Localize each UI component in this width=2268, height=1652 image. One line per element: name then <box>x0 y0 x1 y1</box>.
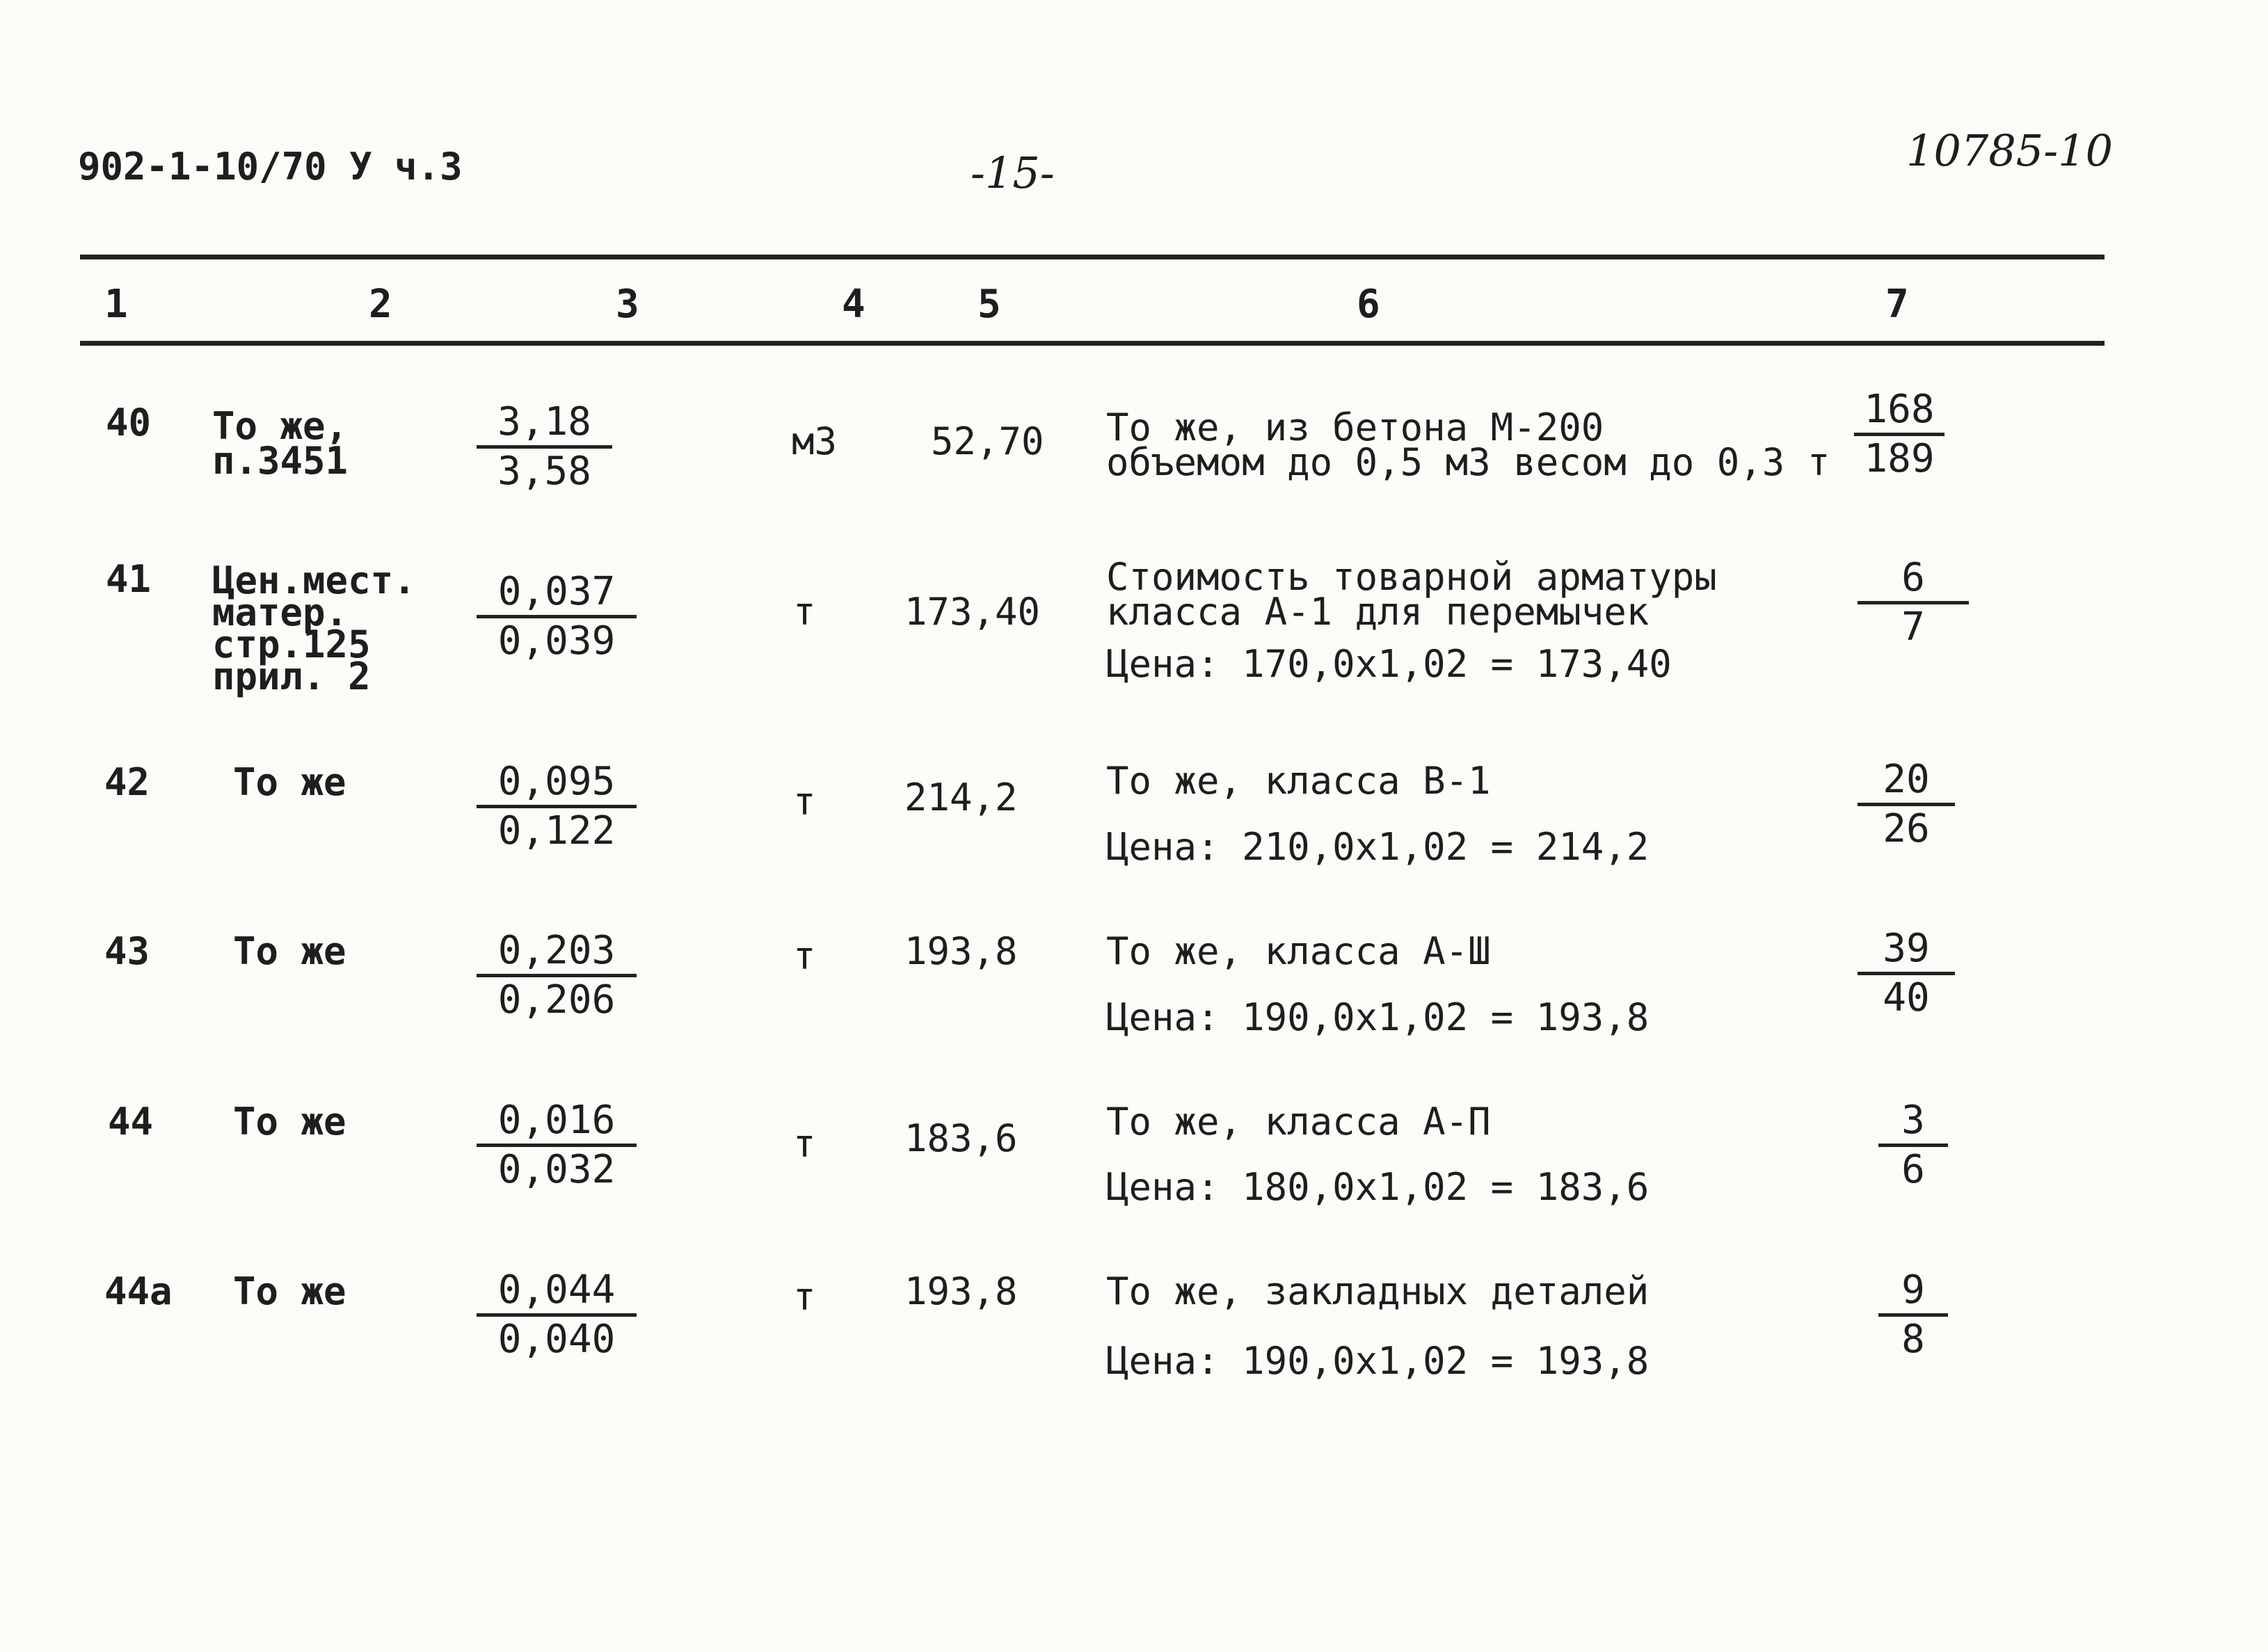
row-description <box>1106 929 1491 973</box>
row-price-calculation: Цена: 170,0х1,02 = 173,40 <box>1106 642 1672 686</box>
quantity-bottom: 0,039 <box>497 618 616 664</box>
quantity-bottom: 0,040 <box>497 1317 616 1362</box>
column-number-1: 1 <box>104 282 128 327</box>
row-description-line: объемом до 0,5 м3 весом до 0,3 т <box>1106 440 1830 484</box>
row-description <box>1106 406 1830 484</box>
row-total-fraction <box>1878 1100 1948 1193</box>
total-top: 20 <box>1858 760 1955 806</box>
row-quantity-fraction <box>477 759 637 854</box>
row-description <box>1106 1100 1491 1144</box>
quantity-top: 0,095 <box>477 762 637 808</box>
row-number: 41 <box>106 557 152 601</box>
row-description-line: То же, класса А-П <box>1106 1100 1491 1144</box>
row-source-line: Цен.мест. <box>212 559 416 602</box>
row-source-line: стр.125 <box>212 623 371 666</box>
row-total-fraction <box>1858 555 1969 650</box>
row-unit: м3 <box>792 419 838 463</box>
document-code: 902-1-10/70 У ч.3 <box>78 145 463 189</box>
quantity-top: 0,016 <box>477 1100 637 1147</box>
row-description-line: То же, класса А-Ш <box>1106 929 1491 973</box>
row-quantity-fraction <box>477 1267 637 1363</box>
row-description <box>1106 759 1491 803</box>
row-price: 193,8 <box>904 929 1018 973</box>
total-bottom: 40 <box>1883 975 1930 1020</box>
total-bottom: 6 <box>1901 1147 1925 1192</box>
total-bottom: 189 <box>1864 436 1935 481</box>
total-bottom: 26 <box>1883 806 1930 851</box>
table-top-rule <box>80 255 2105 259</box>
row-price: 193,8 <box>904 1269 1018 1313</box>
column-number-5: 5 <box>977 282 1001 327</box>
column-number-3: 3 <box>616 282 639 327</box>
row-source-line: То же <box>233 760 346 804</box>
row-quantity-fraction <box>477 1100 637 1193</box>
row-number: 43 <box>104 929 150 973</box>
row-unit: т <box>793 590 816 634</box>
row-description-line: Стоимость товарной арматуры <box>1106 555 1717 599</box>
row-description <box>1106 555 1717 634</box>
row-price: 173,40 <box>904 590 1041 634</box>
row-price-calculation: Цена: 180,0х1,02 = 183,6 <box>1106 1165 1650 1209</box>
archive-number: 10785-10 <box>1906 125 2114 176</box>
column-number-4: 4 <box>842 282 865 327</box>
row-price: 183,6 <box>904 1116 1018 1160</box>
total-top: 6 <box>1858 558 1969 604</box>
row-price-calculation: Цена: 210,0х1,02 = 214,2 <box>1106 825 1650 869</box>
row-source-line: п.3451 <box>212 439 349 483</box>
row-number: 42 <box>104 760 150 804</box>
column-number-6: 6 <box>1357 282 1380 327</box>
row-source <box>233 929 346 973</box>
row-total-fraction <box>1854 387 1944 482</box>
row-number: 40 <box>106 401 152 444</box>
row-source <box>212 559 416 698</box>
row-source-line: То же <box>233 929 346 973</box>
quantity-top: 3,18 <box>477 402 612 449</box>
row-total-fraction <box>1878 1267 1948 1363</box>
row-source <box>233 1269 346 1313</box>
row-quantity-fraction <box>477 399 612 495</box>
row-price-calculation: Цена: 190,0х1,02 = 193,8 <box>1106 995 1650 1039</box>
table-header-rule <box>80 341 2105 346</box>
row-unit: т <box>793 1122 816 1166</box>
quantity-bottom: 3,58 <box>497 449 591 494</box>
row-price: 52,70 <box>931 419 1044 463</box>
row-description-line: То же, из бетона М-200 <box>1106 406 1604 449</box>
row-source <box>233 1100 346 1144</box>
quantity-bottom: 0,206 <box>497 977 616 1023</box>
total-top: 39 <box>1858 929 1955 975</box>
quantity-bottom: 0,122 <box>497 808 616 853</box>
row-quantity-fraction <box>477 569 637 664</box>
row-source-line: матер. <box>212 591 349 634</box>
row-price: 214,2 <box>904 776 1018 819</box>
total-bottom: 7 <box>1901 604 1925 650</box>
row-total-fraction <box>1858 757 1955 852</box>
row-source-line: То же <box>233 1100 346 1144</box>
row-unit: т <box>793 780 816 824</box>
row-description-line: класса А-1 для перемычек <box>1106 590 1650 634</box>
quantity-top: 0,203 <box>477 931 637 977</box>
row-price-calculation: Цена: 190,0х1,02 = 193,8 <box>1106 1339 1650 1383</box>
row-description <box>1106 1269 1650 1313</box>
row-source <box>233 760 346 804</box>
quantity-bottom: 0,032 <box>497 1147 616 1192</box>
total-bottom: 8 <box>1901 1317 1925 1362</box>
quantity-top: 0,044 <box>477 1270 637 1317</box>
total-top: 9 <box>1878 1270 1948 1317</box>
row-source-line: То же, <box>212 404 349 448</box>
row-description-line: То же, закладных деталей <box>1106 1269 1650 1313</box>
row-number: 44 <box>108 1100 154 1144</box>
row-number: 44а <box>104 1269 173 1313</box>
page-number: -15- <box>971 147 1055 198</box>
total-top: 3 <box>1878 1100 1948 1147</box>
row-total-fraction <box>1858 926 1955 1021</box>
column-number-7: 7 <box>1885 282 1909 327</box>
row-unit: т <box>793 934 816 978</box>
row-source <box>212 404 349 483</box>
row-source-line: То же <box>233 1269 346 1313</box>
total-top: 168 <box>1854 390 1944 436</box>
row-description-line: То же, класса В-1 <box>1106 759 1491 803</box>
row-quantity-fraction <box>477 928 637 1023</box>
row-source-line: прил. 2 <box>212 655 371 698</box>
column-number-2: 2 <box>369 282 392 327</box>
quantity-top: 0,037 <box>477 572 637 618</box>
row-unit: т <box>793 1275 816 1319</box>
